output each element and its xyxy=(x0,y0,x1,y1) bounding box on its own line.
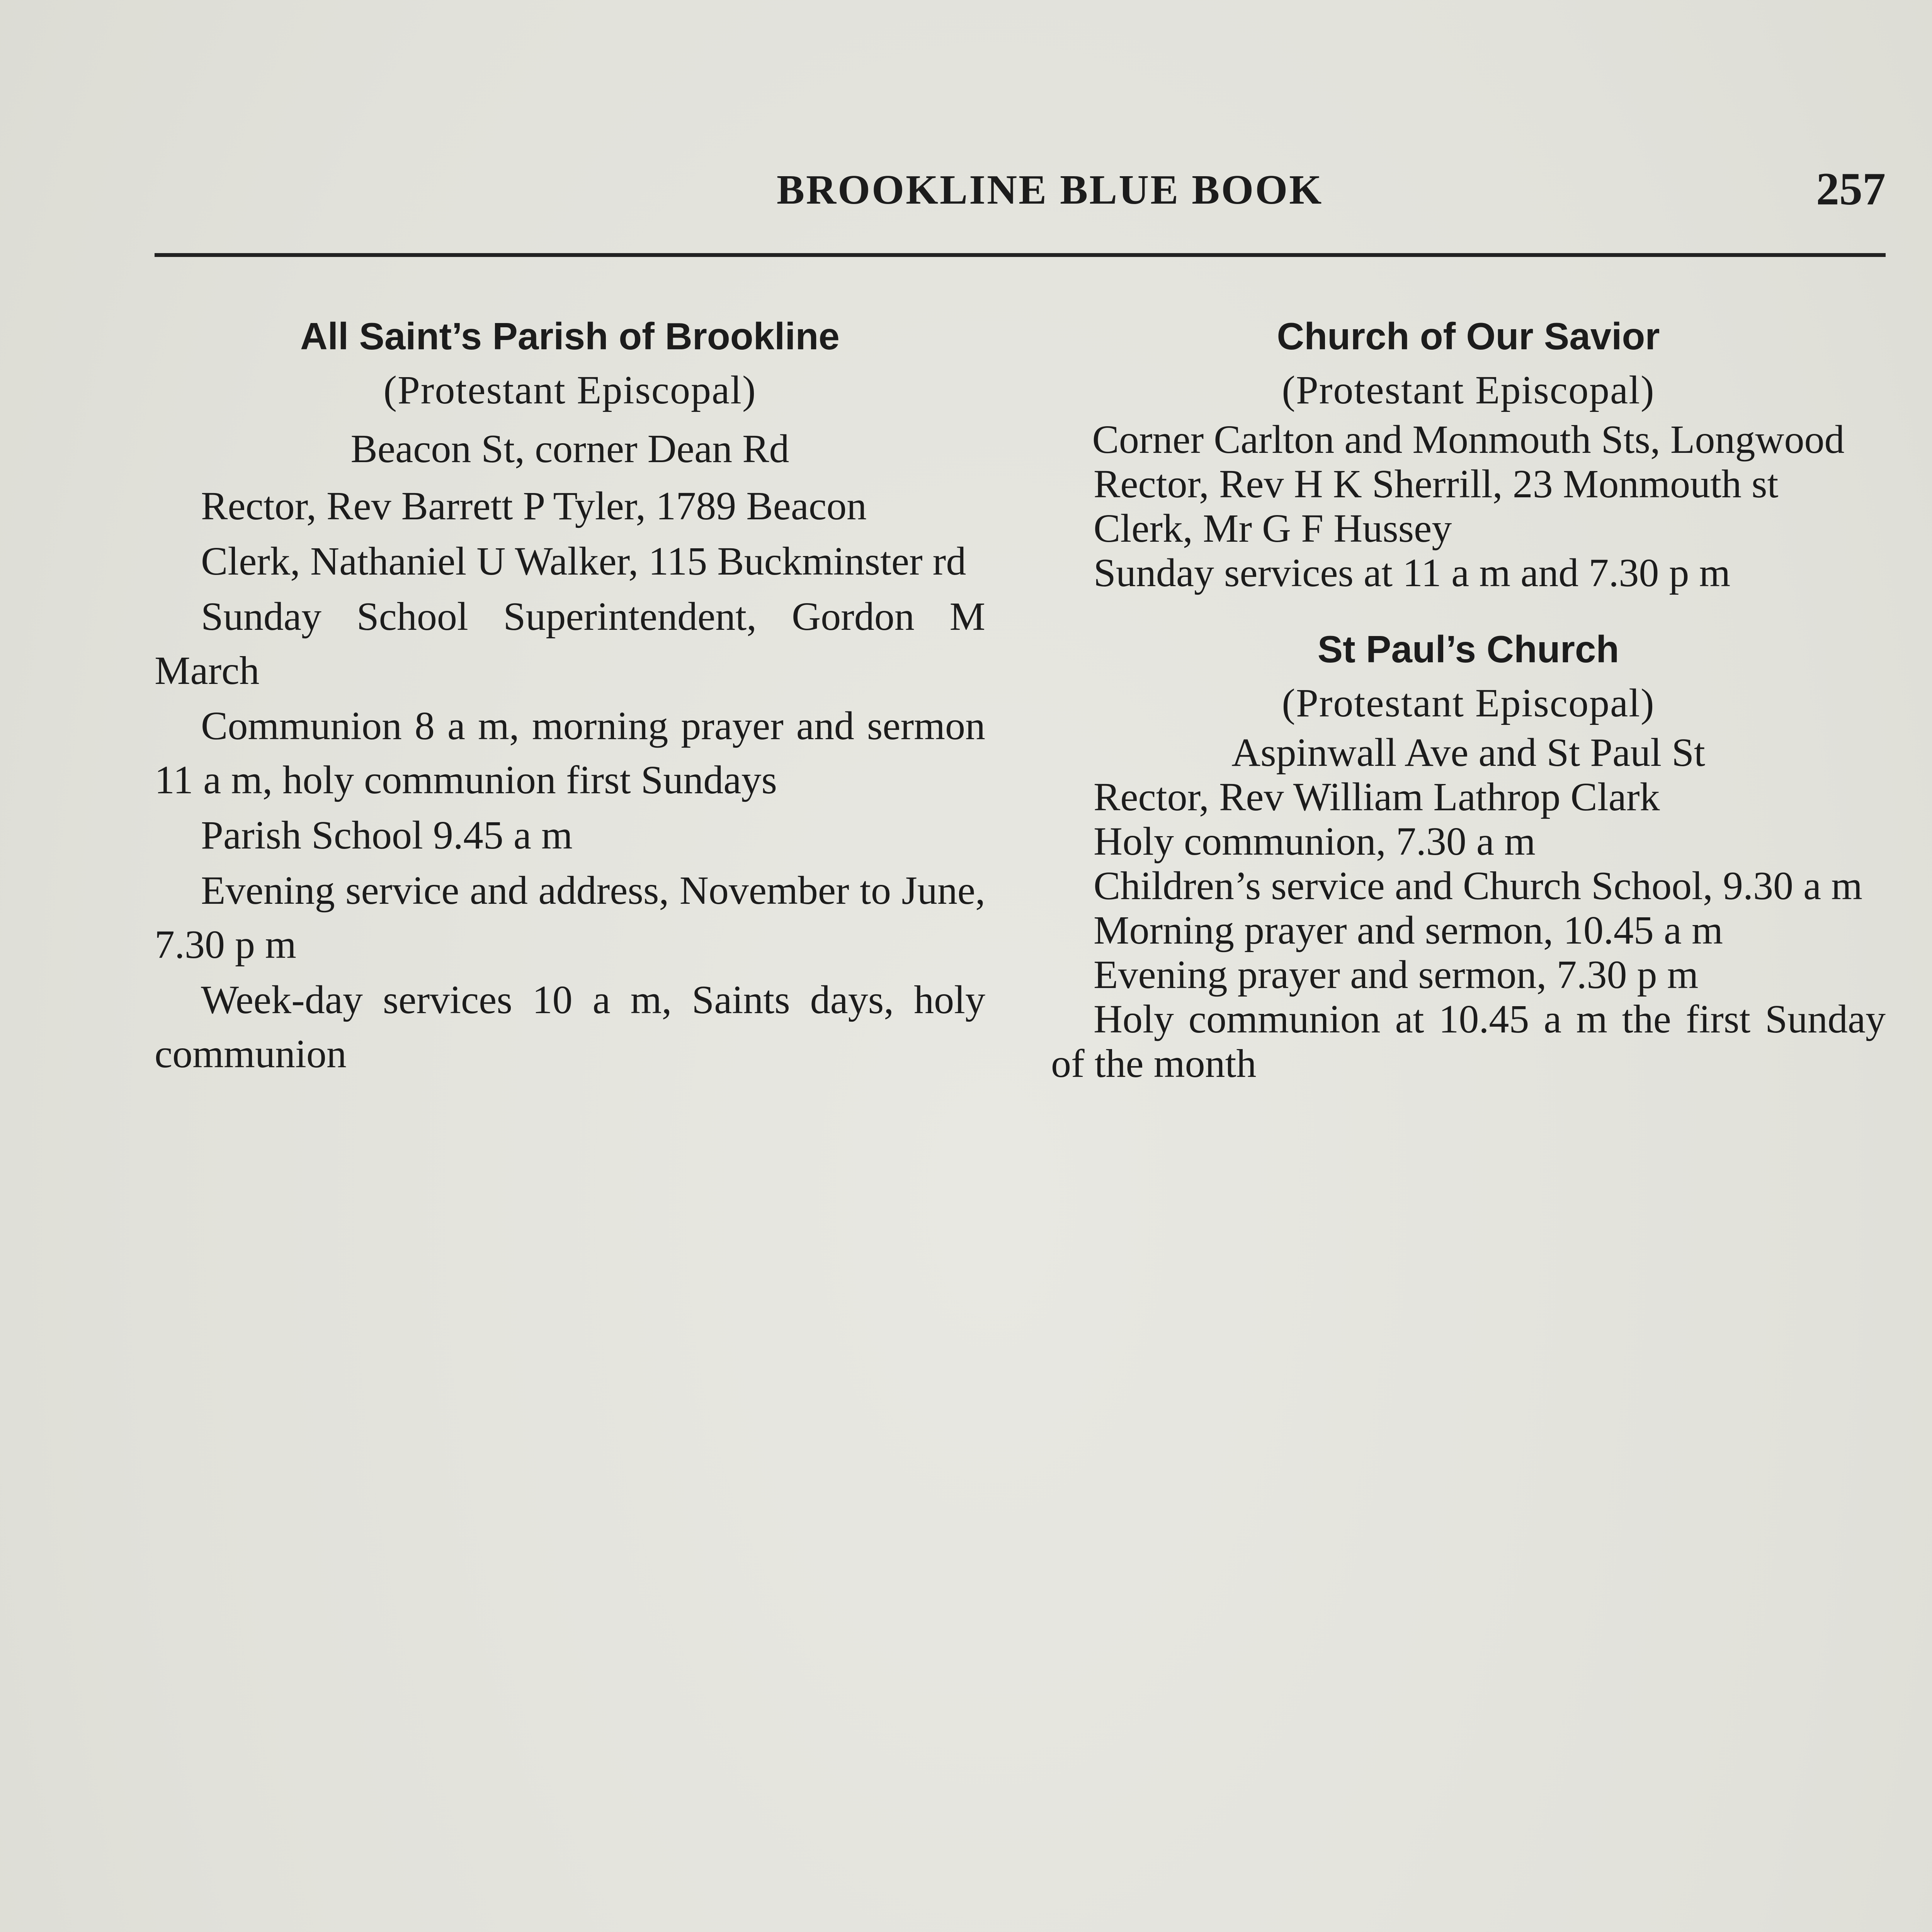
entry-evening-service: Evening service and address, November to June, 7.30 p m xyxy=(155,868,985,967)
left-column xyxy=(155,309,985,1108)
entry-clerk: Clerk, Mr G F Hussey xyxy=(1094,506,1452,551)
entry-rector: Rector, Rev William Lathrop Clark xyxy=(1094,775,1660,819)
entry-first-sunday-communion: Holy communion at 10.45 a m the first Sunday of the month xyxy=(1051,997,1886,1086)
section-title: Church of Our Savior xyxy=(1277,315,1660,357)
entry-week-day-services: Week-day services 10 a m, Saints days, holy communion xyxy=(155,978,985,1076)
church-of-our-savior-section xyxy=(1051,309,1886,595)
right-column xyxy=(1051,309,1886,1113)
page-number: 257 xyxy=(1816,163,1886,214)
st-pauls-church-section xyxy=(1051,622,1886,1086)
all-saints-parish-section xyxy=(155,309,985,1081)
header-rule xyxy=(155,253,1886,257)
section-subtitle: (Protestant Episcopal) xyxy=(1282,681,1655,725)
section-title: St Paul’s Church xyxy=(1317,628,1619,670)
entry-communion: Communion 8 a m, morning prayer and sermon 11 a m, holy communion first Sundays xyxy=(155,704,985,802)
entry-evening-prayer: Evening prayer and sermon, 7.30 p m xyxy=(1094,952,1699,997)
entry-parish-school: Parish School 9.45 a m xyxy=(201,813,573,857)
running-head: BROOKLINE BLUE BOOK xyxy=(777,167,1323,213)
section-subtitle: (Protestant Episcopal) xyxy=(1282,368,1655,412)
entry-holy-communion: Holy communion, 7.30 a m xyxy=(1094,819,1536,864)
section-title: All Saint’s Parish of Brookline xyxy=(300,315,840,357)
section-subtitle: (Protestant Episcopal) xyxy=(383,368,757,412)
section-location: Aspinwall Ave and St Paul St xyxy=(1231,730,1705,775)
entry-clerk: Clerk, Nathaniel U Walker, 115 Buckminster rd xyxy=(201,539,966,583)
entry-sunday-services: Sunday services at 11 a m and 7.30 p m xyxy=(1094,551,1731,595)
section-location: Beacon St, corner Dean Rd xyxy=(350,427,789,471)
entry-sunday-school: Sunday School Superintendent, Gordon M March xyxy=(155,594,985,693)
entry-morning-prayer: Morning prayer and sermon, 10.45 a m xyxy=(1094,908,1723,952)
entry-rector: Rector, Rev Barrett P Tyler, 1789 Beacon xyxy=(201,484,867,528)
section-location: Corner Carlton and Monmouth Sts, Longwood xyxy=(1092,417,1845,462)
entry-childrens-service: Children’s service and Church School, 9.30 a m xyxy=(1094,864,1863,908)
page-header xyxy=(155,155,1886,224)
entry-rector: Rector, Rev H K Sherrill, 23 Monmouth st xyxy=(1094,462,1779,506)
